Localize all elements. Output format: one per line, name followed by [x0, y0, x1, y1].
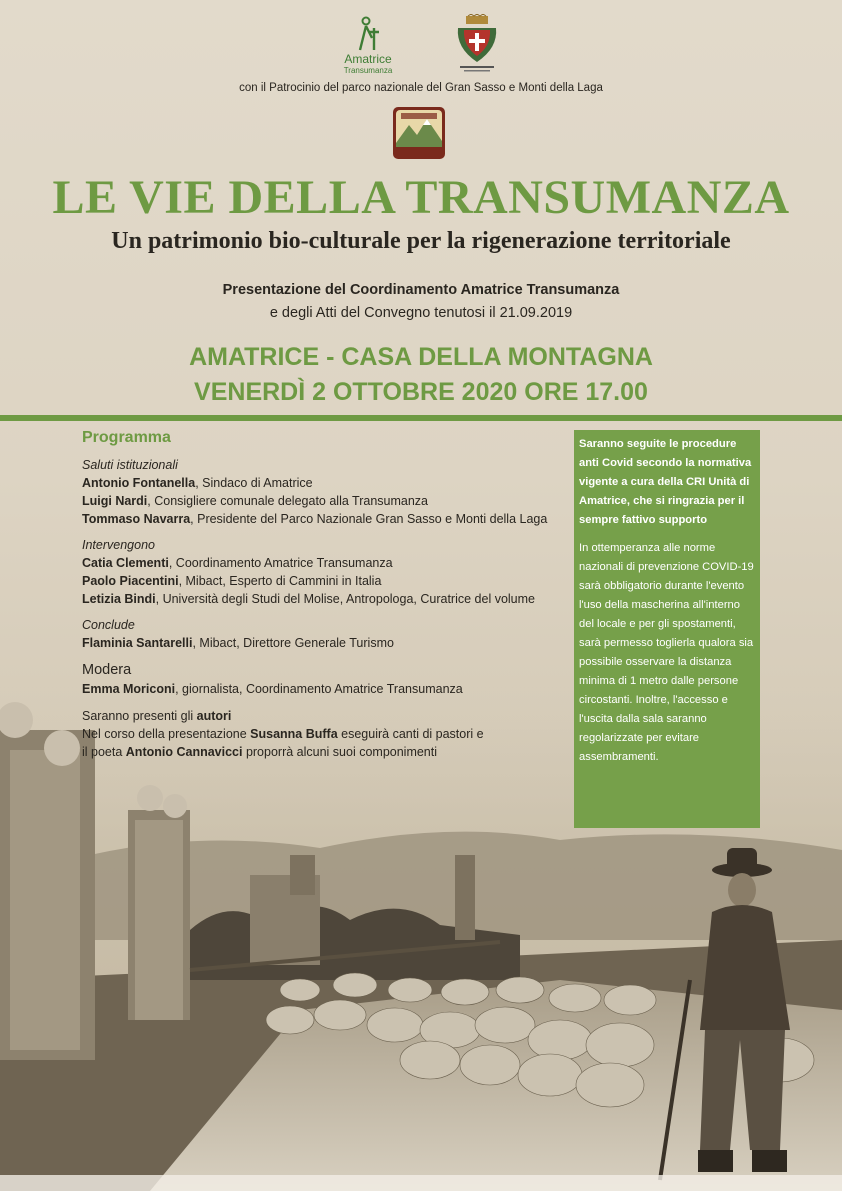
autori-line: [82, 707, 562, 725]
patrocinio-text: con il Patrocinio del parco nazionale del Gran Sasso e Monti della Laga: [239, 82, 603, 94]
speaker-role: , Consigliere comunale delegato alla Transumanza: [147, 494, 429, 508]
covid-notice-box: [574, 430, 760, 828]
modera-label: Modera: [82, 662, 132, 678]
singer-name: Susanna Buffa: [250, 727, 338, 741]
intervengono-label: Intervengono: [82, 538, 155, 552]
speaker-line: [82, 572, 562, 590]
speaker-name: Emma Moriconi: [82, 682, 176, 696]
saluti-label: Saluti istituzionali: [82, 458, 178, 472]
poeta-line: [82, 743, 562, 761]
speaker-line: [82, 510, 562, 528]
autori-bold: autori: [196, 709, 232, 723]
event-date: VENERDÌ 2 OTTOBRE 2020 ORE 17.00: [194, 378, 648, 406]
speaker-line: [82, 492, 562, 510]
logo-sub: Transumanza: [343, 66, 393, 75]
speaker-role: , Presidente del Parco Nazionale Gran Sasso e Monti della Laga: [190, 512, 548, 526]
speaker-line: [82, 634, 562, 652]
speaker-name: Tommaso Navarra: [82, 512, 191, 526]
amatrice-transumanza-logo: [330, 14, 406, 76]
speaker-name: Paolo Piacentini: [82, 574, 179, 588]
poeta-text-end: proporrà alcuni suoi componimenti: [242, 745, 438, 759]
speaker-name: Luigi Nardi: [82, 494, 148, 508]
speaker-line: [82, 590, 562, 608]
program-heading: Programma: [82, 429, 171, 446]
event-subtitle: Un patrimonio bio-culturale per la rigenerazione territoriale: [111, 228, 731, 254]
presentation-line-1: Presentazione del Coordinamento Amatrice Transumanza: [222, 282, 620, 298]
speaker-name: Catia Clementi: [82, 556, 169, 570]
speaker-role: , Coordinamento Amatrice Transumanza: [168, 556, 393, 570]
conclude-label: Conclude: [82, 618, 135, 632]
speaker-line: [82, 554, 562, 572]
speaker-role: , Sindaco di Amatrice: [195, 476, 313, 490]
comune-crest-icon: [452, 14, 502, 76]
canti-line: [82, 725, 562, 743]
presentation-line-2: e degli Atti del Convegno tenutosi il 21.09.2019: [269, 305, 573, 321]
speaker-name: Letizia Bindi: [82, 592, 156, 606]
speaker-name: Flaminia Santarelli: [82, 636, 193, 650]
parco-nazionale-logo: [391, 105, 447, 161]
speaker-line: [82, 680, 562, 698]
speaker-role: , Mibact, Esperto di Cammini in Italia: [178, 574, 382, 588]
poet-name: Antonio Cannavicci: [125, 745, 243, 759]
speaker-role: , Mibact, Direttore Generale Turismo: [192, 636, 394, 650]
covid-notice-text: In ottemperanza alle norme nazionali di prevenzione COVID-19 sarà obbligatorio durante l'evento l'uso della mascherina all'interno del locale e per gli spostamenti, sarà permesso toglierla qualora sia possibile osservare la distanza minima di 1 metro dalle persone circostanti. Inoltre, l'accesso e l'uscita dalla sala saranno regolarizzate per evitare assembramenti.: [579, 542, 754, 763]
speaker-name: Antonio Fontanella: [82, 476, 196, 490]
speaker-role: , giornalista, Coordinamento Amatrice Transumanza: [175, 682, 463, 696]
speaker-line: [82, 474, 562, 492]
covid-notice-bold: Saranno seguite le procedure anti Covid secondo la normativa vigente a cura della CRI Unità di Amatrice, che si ringrazia per il sempre fattivo supporto: [579, 438, 752, 526]
walker-logo-icon: [357, 16, 381, 52]
canti-text: Nel corso della presentazione: [82, 727, 251, 741]
speaker-role: , Università degli Studi del Molise, Antropologa, Curatrice del volume: [155, 592, 535, 606]
program-section: [82, 429, 562, 761]
divider-rule: [0, 415, 842, 421]
canti-text-end: eseguirà canti di pastori e: [337, 727, 484, 741]
autori-text: Saranno presenti gli: [82, 709, 197, 723]
logo-name: Amatrice: [344, 52, 392, 66]
event-venue: AMATRICE - CASA DELLA MONTAGNA: [189, 343, 653, 371]
poeta-text: il poeta: [82, 745, 126, 759]
event-title: LE VIE DELLA TRANSUMANZA: [52, 171, 790, 224]
